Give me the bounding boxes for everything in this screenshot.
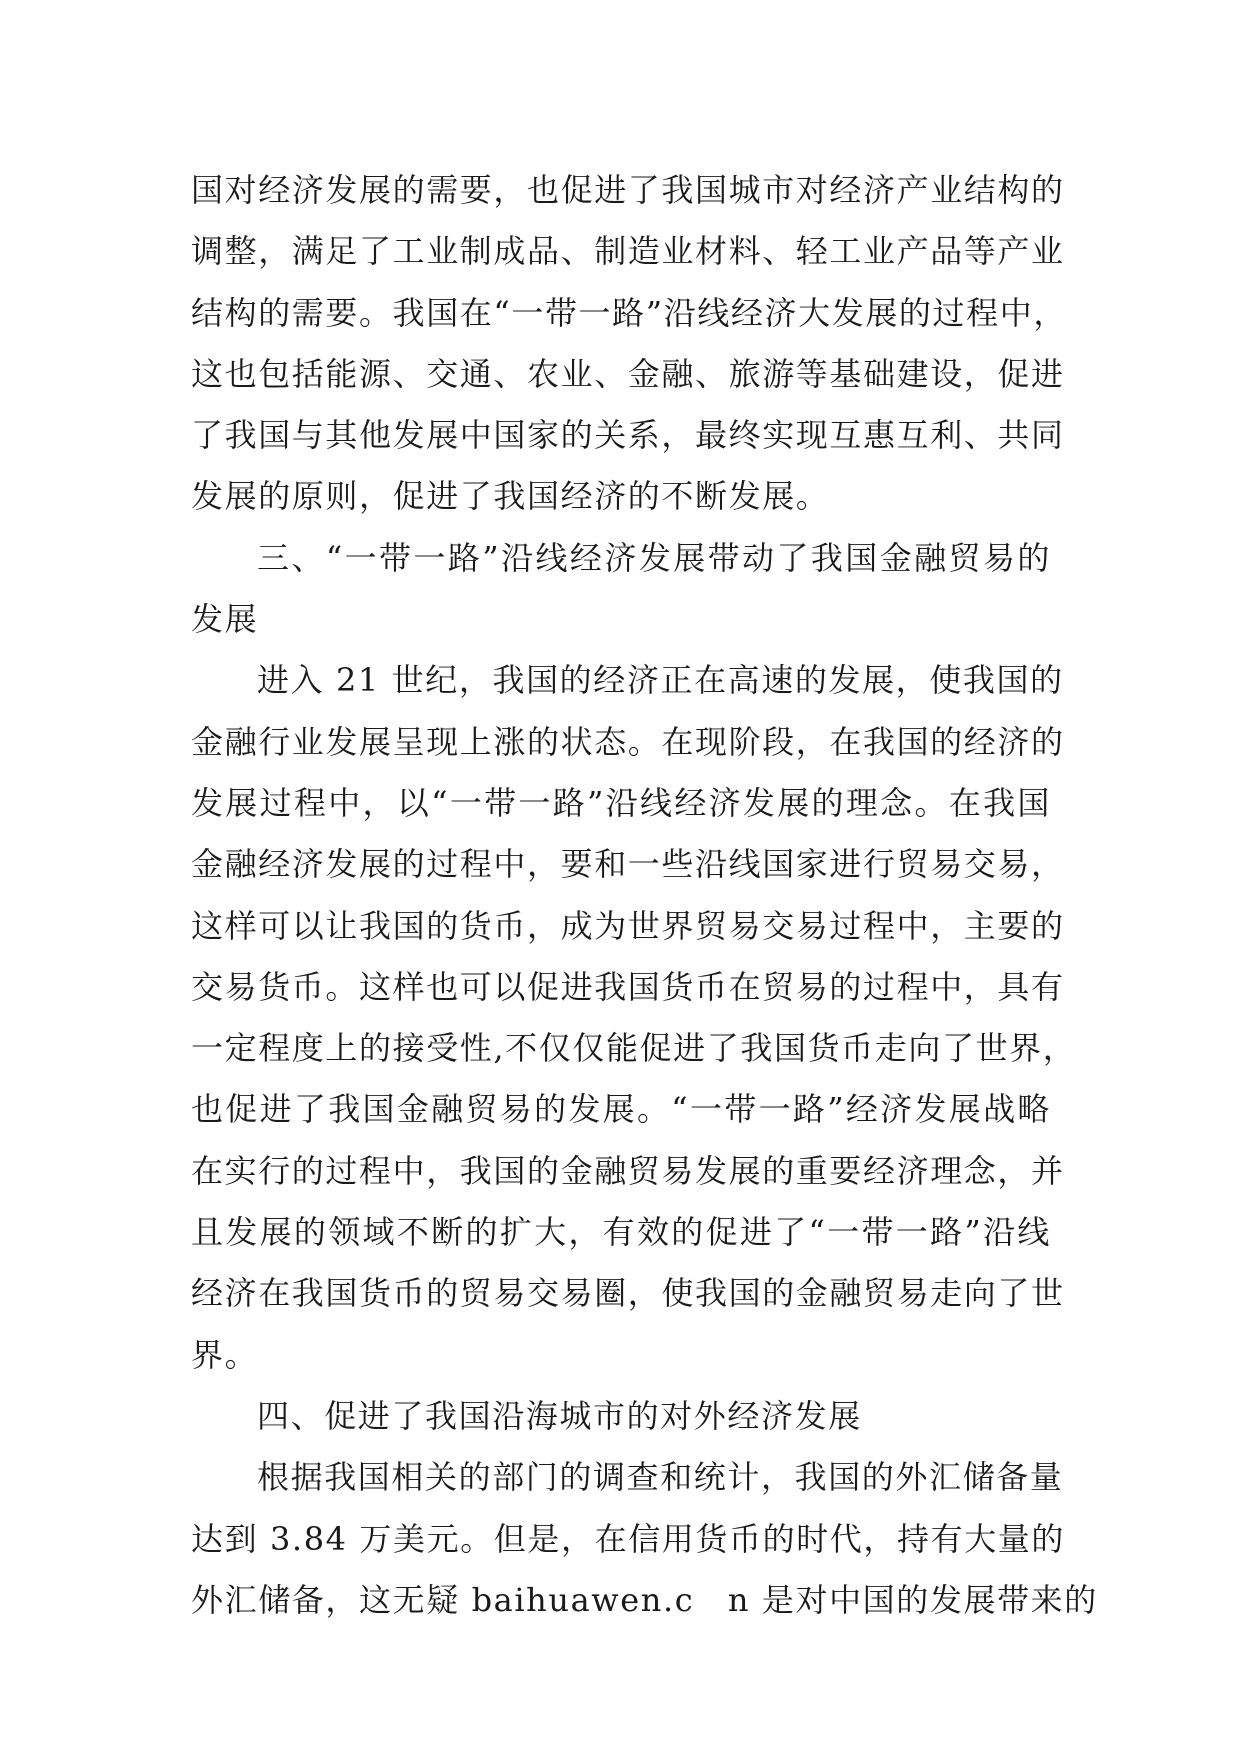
text-line-24: 外汇储备，这无疑 baihuawen.c n 是对中国的发展带来的 bbox=[191, 1580, 1098, 1619]
text-line-10: 金融行业发展呈现上涨的状态。在现阶段，在我国的经济的 bbox=[191, 722, 1065, 761]
text-line-3: 结构的需要。我国在“一带一路”沿线经济大发展的过程中， bbox=[191, 293, 1067, 332]
text-line-14: 交易货币。这样也可以促进我国货币在贸易的过程中，具有 bbox=[191, 967, 1065, 1006]
text-line-1: 国对经济发展的需要，也促进了我国城市对经济产业结构的 bbox=[191, 171, 1065, 209]
section-heading-3: 三、“一带一路”沿线经济发展带动了我国金融贸易的 bbox=[257, 538, 1051, 577]
text-line-19: 经济在我国货币的贸易交易圈，使我国的金融贸易走向了世 bbox=[191, 1274, 1065, 1313]
text-line-6: 发展的原则，促进了我国经济的不断发展。 bbox=[191, 477, 830, 516]
text-line-20: 界。 bbox=[191, 1335, 259, 1374]
section-heading-3-continued: 发展 bbox=[191, 600, 259, 639]
body-text bbox=[191, 160, 1098, 1631]
text-line-18: 且发展的领域不断的扩大，有效的促进了“一带一路”沿线 bbox=[191, 1213, 1051, 1252]
section-heading-4: 四、促进了我国沿海城市的对外经济发展 bbox=[257, 1396, 862, 1435]
text-line-9: 进入 21 世纪，我国的经济正在高速的发展，使我国的 bbox=[257, 661, 1064, 700]
text-line-16: 也促进了我国金融贸易的发展。“一带一路”经济发展战略 bbox=[191, 1090, 1051, 1129]
text-line-12: 金融经济发展的过程中，要和一些沿线国家进行贸易交易， bbox=[191, 845, 1065, 884]
text-line-5: 了我国与其他发展中国家的关系，最终实现互惠互利、共同 bbox=[191, 416, 1065, 455]
text-line-13: 这样可以让我国的货币，成为世界贸易交易过程中，主要的 bbox=[191, 906, 1065, 945]
text-line-4: 这也包括能源、交通、农业、金融、旅游等基础建设，促进 bbox=[191, 354, 1065, 393]
text-line-17: 在实行的过程中，我国的金融贸易发展的重要经济理念，并 bbox=[191, 1151, 1065, 1190]
text-line-15: 一定程度上的接受性,不仅仅能促进了我国货币走向了世界， bbox=[191, 1029, 1077, 1068]
text-line-11: 发展过程中，以“一带一路”沿线经济发展的理念。在我国 bbox=[191, 783, 1051, 822]
text-line-22: 根据我国相关的部门的调查和统计，我国的外汇储备量 bbox=[257, 1458, 1064, 1497]
text-line-23: 达到 3.84 万美元。但是，在信用货币的时代，持有大量的 bbox=[191, 1519, 1065, 1558]
text-line-2: 调整，满足了工业制成品、制造业材料、轻工业产品等产业 bbox=[191, 232, 1065, 271]
